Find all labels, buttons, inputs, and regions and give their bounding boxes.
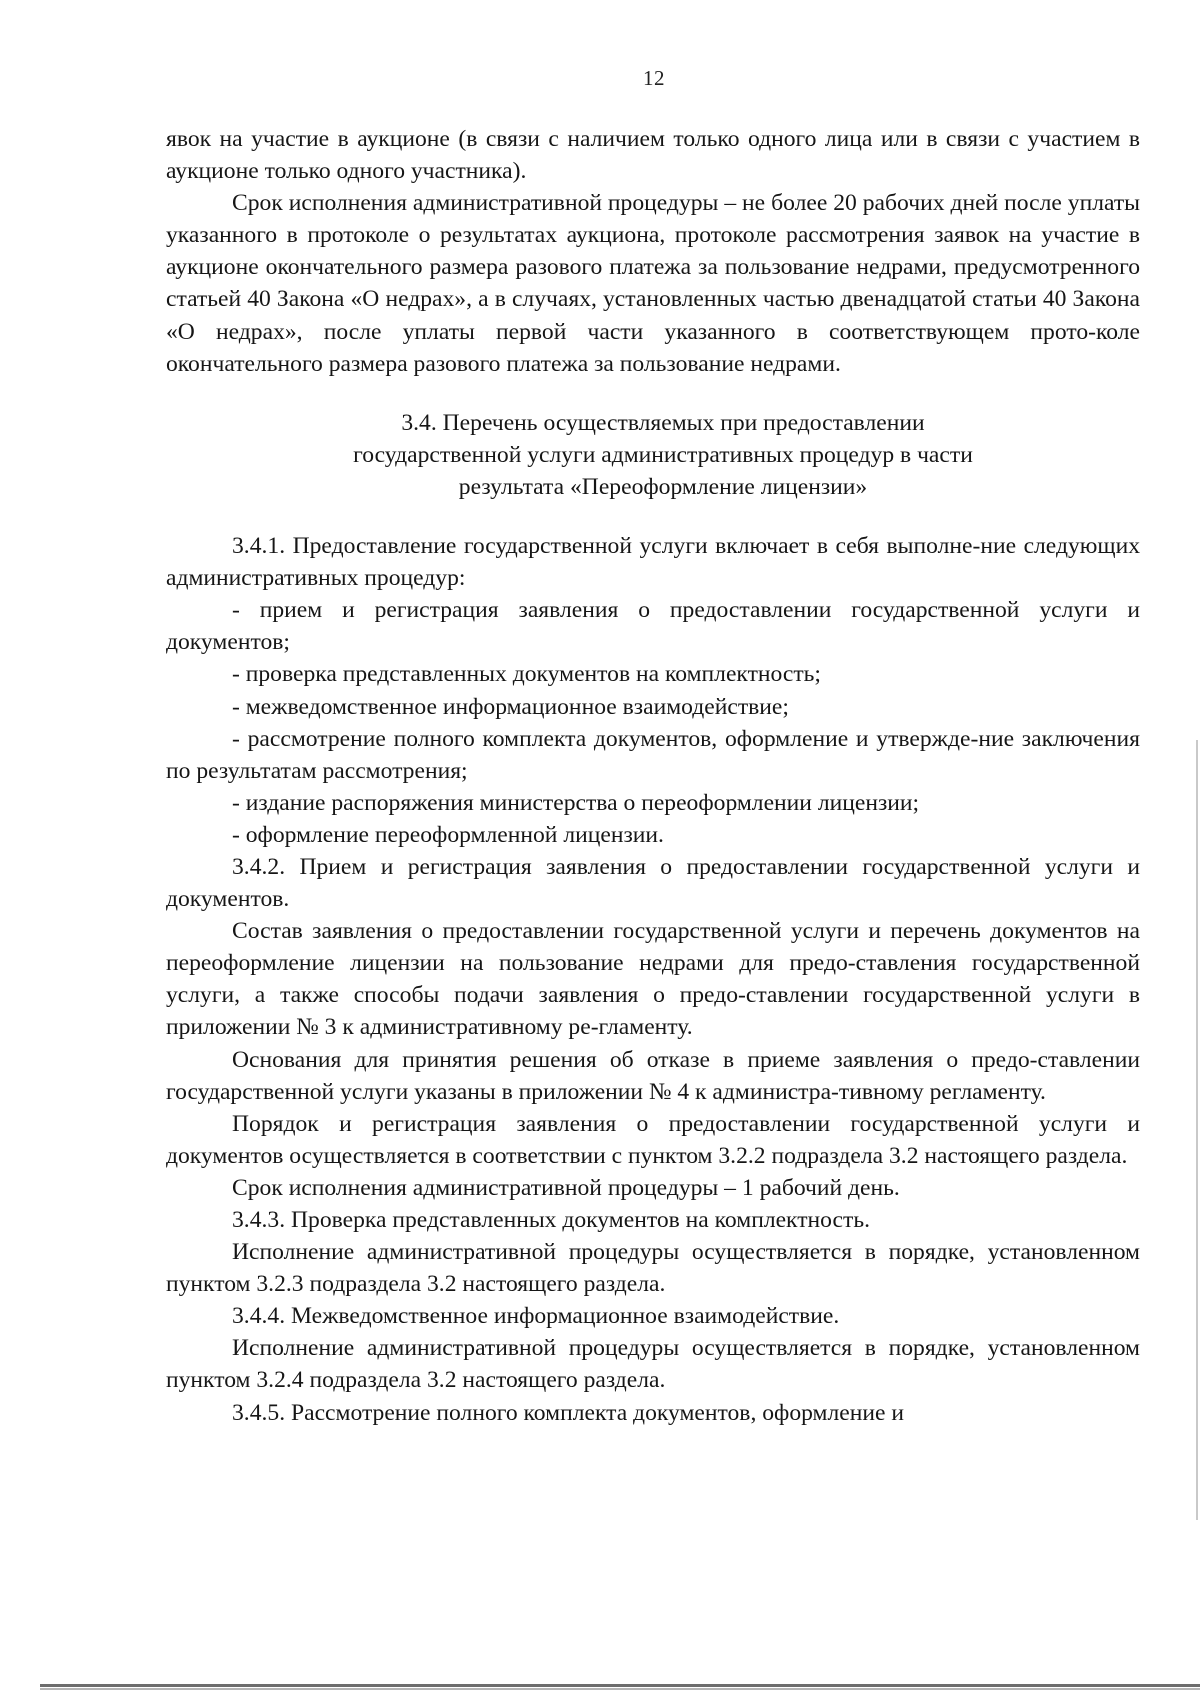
list-item: - издание распоряжения министерства о переоформлении лицензии; [232,789,920,816]
paragraph: 3.4.1. Предоставление государственной услуги включает в себя выполне-ние следующих административных процедур: [166,533,1140,592]
paragraph: Состав заявления о предоставлении государственной услуги и перечень документов на переоформление лицензии на пользование недрами для предо-ставления государственной услуги, а также способы подачи заявления о предо-ставлении государственной услуги в приложении № 3 к административному ре-гламенту. [166,918,1140,1041]
paragraph-continuation: явок на участие в аукционе (в связи с наличием только одного лица или в связи с участием в аукционе только одного участника). [166,126,1140,185]
section-heading-line: результата «Переоформление лицензии» [458,473,868,500]
paragraph: Срок исполнения административной процедуры – 1 рабочий день. [232,1174,900,1201]
paragraph: 3.4.3. Проверка представленных документов на комплектность. [232,1207,870,1233]
paragraph: Исполнение административной процедуры осуществляется в порядке, установленном пунктом 3.2.3 подраздела 3.2 настоящего раздела. [166,1239,1140,1298]
list-item: - прием и регистрация заявления о предоставлении государственной услуги и документов; [166,597,1140,656]
document-body [166,123,1140,1429]
list-item: - оформление переоформленной лицензии. [232,821,664,848]
paragraph: Исполнение административной процедуры осуществляется в порядке, установленном пунктом 3.2.4 подраздела 3.2 настоящего раздела. [166,1335,1140,1394]
section-heading-line: государственной услуги административных процедур в части [353,441,973,468]
paragraph: 3.4.2. Прием и регистрация заявления о предоставлении государственной услуги и документов. [166,853,1140,913]
list-item: - межведомственное информационное взаимодействие; [232,693,789,720]
scan-edge-shadow [1196,740,1198,1520]
scan-bottom-edge-shadow [40,1688,1200,1690]
list-item: - проверка представленных документов на комплектность; [232,661,821,688]
list-item: - рассмотрение полного комплекта документов, оформление и утвержде-ние заключения по результатам рассмотрения; [166,725,1140,784]
paragraph: 3.4.4. Межведомственное информационное взаимодействие. [232,1303,840,1330]
page-number: 12 [643,66,665,90]
paragraph: Основания для принятия решения об отказе в приеме заявления о предо-ставлении государственной услуги указаны в приложении № 4 к администра-тивному регламенту. [166,1046,1140,1105]
paragraph: 3.4.5. Рассмотрение полного комплекта документов, оформление и [232,1399,904,1426]
scan-bottom-edge [40,1684,1200,1687]
paragraph: Порядок и регистрация заявления о предоставлении государственной услуги и документов осуществляется в соответствии с пунктом 3.2.2 подраздела 3.2 настоящего раздела. [166,1110,1140,1169]
paragraph: Срок исполнения административной процедуры – не более 20 рабочих дней после уплаты указанного в протоколе о результатах аукциона, протоколе рассмотрения заявок на участие в аукционе окончательного размера разового платежа за пользование недрами, предусмотренного статьей 40 Закона «О недрах», а в случаях, установленных частью двенадцатой статьи 40 Закона «О недрах», после уплаты первой части указанного в соответствующем прото-коле окончательного размера разового платежа за пользование недрами. [166,190,1140,377]
section-heading [166,407,1140,503]
section-heading-line: 3.4. Перечень осуществляемых при предоставлении [401,409,925,436]
